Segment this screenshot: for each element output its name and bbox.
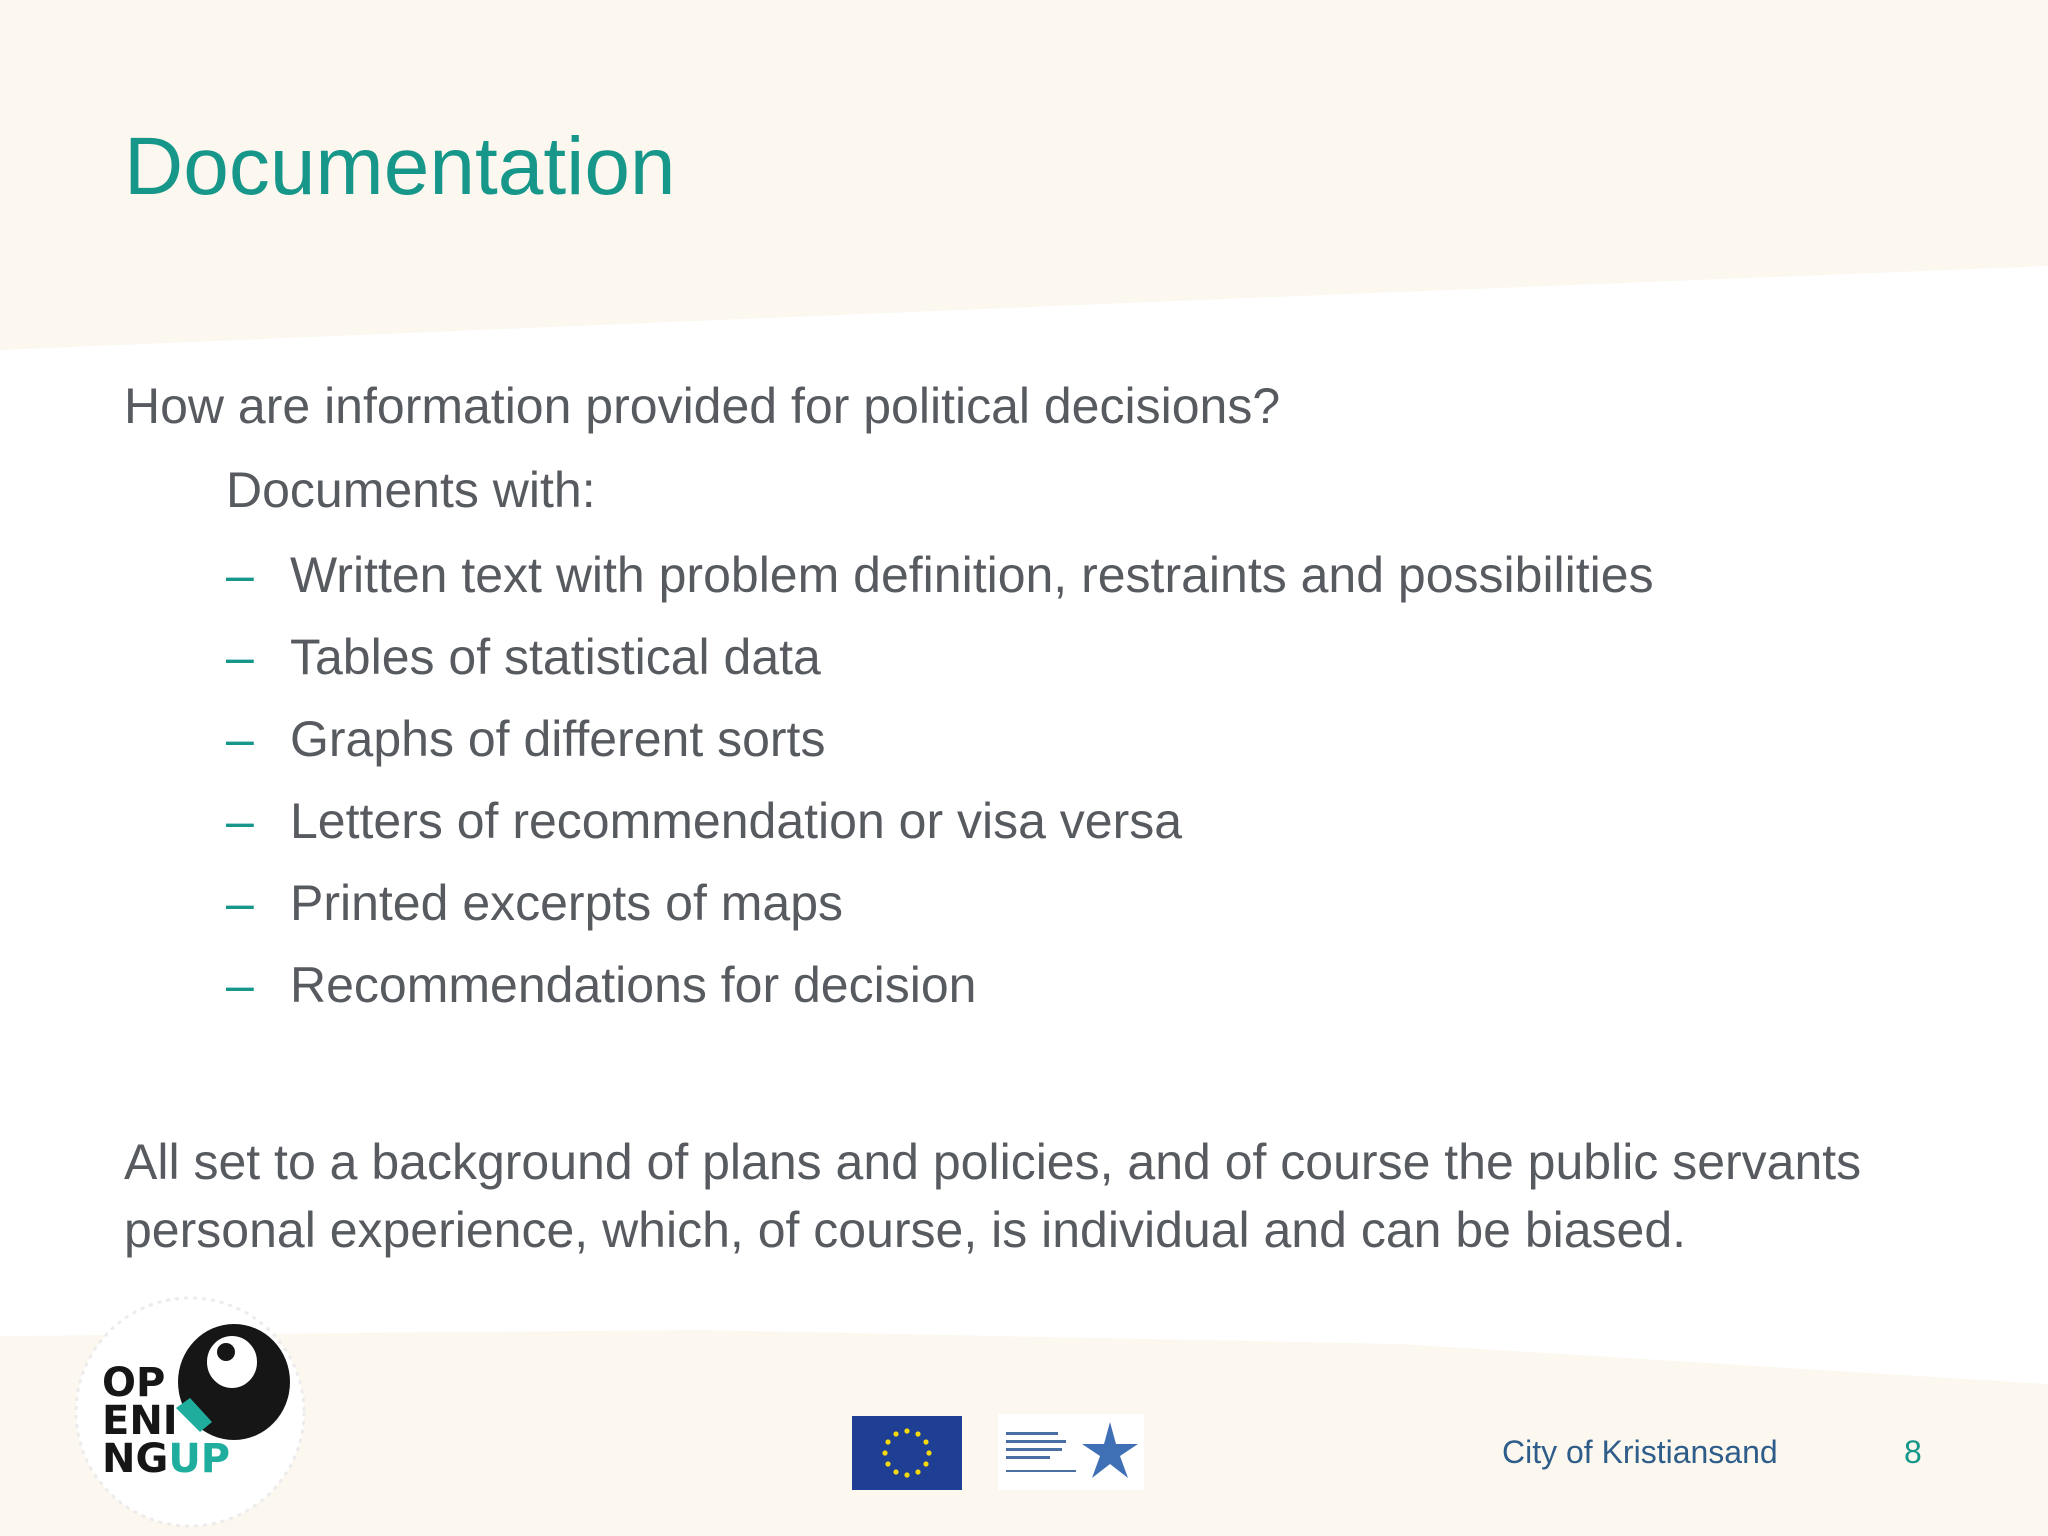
list-item-text: Tables of statistical data [290,629,821,685]
interreg-north-sea-logo [998,1414,1144,1490]
page-number: 8 [1904,1434,1922,1470]
opening-up-logo [62,1290,322,1530]
list-item [226,534,1944,616]
list-item-text: Letters of recommendation or visa versa [290,793,1183,849]
list-item-text: Graphs of different sorts [290,711,826,767]
slide-title: Documentation [124,121,676,212]
documents-intro: Documents with: [226,462,596,518]
svg-text:OP: OP [102,1360,166,1406]
eu-flag-icon [852,1416,962,1490]
bullet-dash: – [226,547,254,603]
list-item [226,698,1944,780]
bullet-dash: – [226,793,254,849]
list-item [226,780,1944,862]
closing-paragraph: All set to a background of plans and policies, and of course the public servants personal experience, which, of course, is individual and can be biased. [124,1134,1862,1258]
list-item [226,944,1944,1026]
bullet-dash: – [226,629,254,685]
svg-text:NGUP: NGUP [102,1436,231,1482]
list-item [226,616,1944,698]
bullet-dash: – [226,711,254,767]
list-item [226,862,1944,944]
svg-text:ENI: ENI [102,1398,178,1444]
footer-organization: City of Kristiansand [1502,1434,1778,1470]
bullet-dash: – [226,875,254,931]
list-item-text: Printed excerpts of maps [290,875,844,931]
documents-list [226,534,1944,1026]
bullet-dash: – [226,957,254,1013]
slide-body [124,370,1944,1264]
list-item-text: Written text with problem definition, restraints and possibilities [290,547,1654,603]
question-text: How are information provided for political decisions? [124,378,1281,434]
list-item-text: Recommendations for decision [290,957,977,1013]
